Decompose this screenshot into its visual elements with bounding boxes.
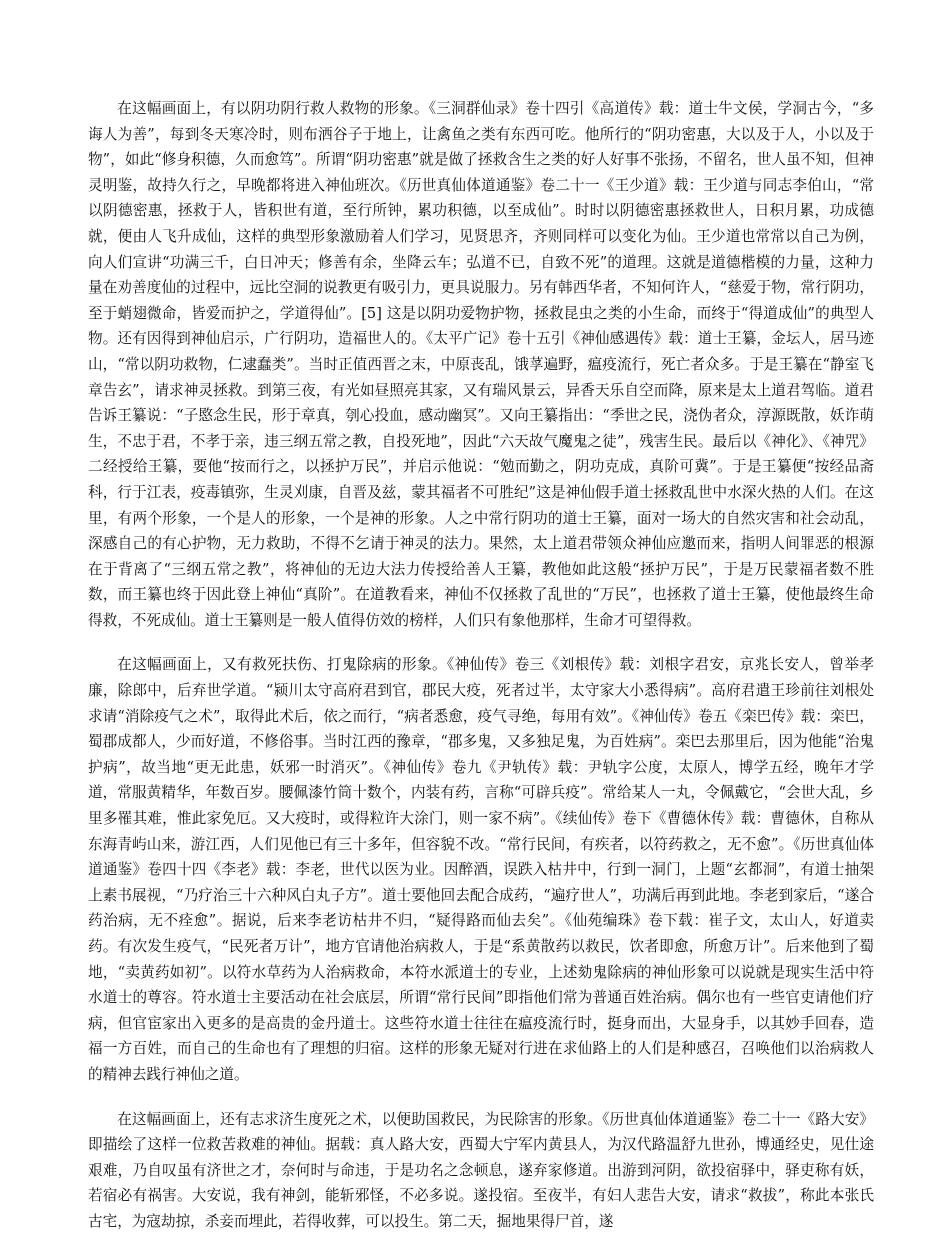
paragraph-2: 在这幅画面上，又有救死扶伤、打鬼除病的形象。《神仙传》卷三《刘根传》载：刘根字君安，京兆长安人，曾举孝廉，除郎中，后弃世学道。“颍川太守高府君到官，郡民大疫，死者过半，太守家大小悉得病”。高府君遣王珍前往刘根处求请“消除疫气之术”，取得此术后，依之而行，“病者悉愈，疫气寻绝，每用有效”。《神仙传》卷五《栾巴传》载：栾巴，蜀郡成都人，少而好道，不修俗事。当时江西的豫章，“郡多鬼，又多独足鬼，为百姓病”。栾巴去那里后，因为他能“治鬼护病”，故当地“更无此患，妖邪一时消灭”。《神仙传》卷九《尹轨传》载：尹轨字公度，太原人，博学五经，晚年才学道，常服黄精华，年数百岁。腰佩漆竹筒十数个，内装有药，言称“可辟兵疫”。常给某人一丸，令佩戴它，“会世大乱，乡里多罹其难，惟此家免厄。又大疫时，或得粒许大涂门，则一家不病”。《续仙传》卷下《曹德休传》载：曹德休，自称从东海青屿山来，游江西，人们见他已有三十多年，但容貌不改。“常行民间，有疾者，以符药救之，无不愈”。《历世真仙体道通鉴》卷四十四《李老》载：李老，世代以医为业。因醉酒，误跌入枯井中，行到一洞门，上题“玄都洞”，有道士抽架上素书展视，“乃疗治三十六种风白丸子方”。道士要他回去配合成药，“遍疗世人”，功满后再到此地。李老到家后，“遂合药治病，无不痊愈”。据说，后来李老访枯井不归，“疑得路而仙去矣”。《仙苑编珠》卷下载：崔子文，太山人，好道卖药。有次发生疫气，“民死者万计”，地方官请他治病救人，于是“系黄散药以救民，饮者即愈，所愈万计”。后来他到了蜀地，“卖黄药如初”。以符水草药为人治病救命，本符水派道士的专业，上述劾鬼除病的神仙形象可以说就是现实生活中符水道士的尊容。符水道士主要活动在社会底层，所谓“常行民间”即指他们常为普通百姓治病。偶尔也有一些官吏请他们疗病，但官宦家出入更多的是高贵的金丹道士。这些符水道士往往在瘟疫流行时，挺身而出，大显身手，以其妙手回春，造福一方百姓，而自己的生命也有了理想的归宿。这样的形象无疑对行进在求仙路上的人们是种感召，召唤他们以治病救人的精神去践行神仙之道。 [88,656,874,1083]
paragraph-3: 在这幅画面上，还有志求济生度死之术，以便助国救民，为民除害的形象。《历世真仙体道通鉴》卷二十一《路大安》即描绘了这样一位救苦救难的神仙。据载：真人路大安，西蜀大宁军内黄县人，为汉代路温舒九世孙，博通经史，见仕途艰难，乃自叹虽有济世之才，奈何时与命违，于是功名之念顿息，遂弃家修道。出游到河阴，欲投宿驿中，驿吏称有妖，若宿必有祸害。大安说，我有神剑，能斩邪怪，不必多说。遂投宿。至夜半，有妇人悲告大安，请求“救拔”，称此本张氏古宅，为寇劫掠，杀妾而埋此，若得收葬，可以投生。第二天，掘地果得尸首，遂 [88,1110,874,1230]
document-page [88,96,874,1254]
paragraph-1: 在这幅画面上，有以阴功阴行救人救物的形象。《三洞群仙录》卷十四引《高道传》载：道士牛文侯，学洞古今，“多诲人为善”，每到冬天寒冷时，则布洒谷子于地上，让禽鱼之类有东西可吃。他所行的“阴功密惠，大以及于人，小以及于物”，如此“修身积德，久而愈笃”。所谓“阴功密惠”就是做了拯救含生之类的好人好事不张扬，不留名，世人虽不知，但神灵明鉴，故持久行之，早晚都将进入神仙班次。《历世真仙体道通鉴》卷二十一《王少道》载：王少道与同志李伯山，“常以阴德密惠，拯救于人，皆积世有道，至行所钟，累功积德，以至成仙”。时时以阴德密惠拯救世人，日积月累，功成德就，便由人飞升成仙，这样的典型形象激励着人们学习，见贤思齐，齐则同样可以变化为仙。王少道也常常以自己为例，向人们宣讲“功满三千，白日冲天；修善有余，坐降云车；弘道不已，自致不死”的道理。这就是道德楷模的力量，这种力量在劝善度仙的过程中，远比空洞的说教更有吸引力，更具说服力。另有韩西华者，不知何许人，“慈爱于物，常行阴功，至于蛸翅微命，皆爱而护之，学道得仙”。[5] 这是以阴功爱物护物，拯救昆虫之类的小生命，而终于“得道成仙”的典型人物。还有因得到神仙启示，广行阴功，造福世人的。《太平广记》卷十五引《神仙感遇传》载：道士王纂，金坛人，居马迹山，“常以阴功救物，仁逮蠢类”。当时正值西晋之末，中原丧乱，饿莩遍野，瘟疫流行，死亡者众多。于是王纂在“静室飞章告玄”，请求神灵拯救。到第三夜，有光如昼照亮其家，又有瑞风景云，异香天乐自空而降，原来是太上道君驾临。道君告诉王纂说：“子愍念生民，形于章真，刳心投血，感动幽冥”。又向王纂指出：“季世之民，浇伪者众，淳源既散，妖诈萌生，不忠于君，不孝于亲，违三纲五常之教，自投死地”，因此“六天故气魔鬼之徒”，残害生民。最后以《神化》、《神咒》二经授给王纂，要他“按而行之，以拯护万民”，并启示他说：“勉而勤之，阴功克成，真阶可冀”。于是王纂便“按经品斋科，行于江表，疫毒镇弥，生灵刈康，自晋及兹，蒙其福者不可胜纪”这是神仙假手道士拯救乱世中水深火热的人们。在这里，有两个形象，一个是人的形象，一个是神的形象。人之中常行阴功的道士王纂，面对一场大的自然灾害和社会动乱，深感自己的有心护物，无力救助，不得不乞请于神灵的法力。果然，太上道君带领众神仙应邀而来，指明人间罪恶的根源在于背离了“三纲五常之教”，将神仙的无边大法力传授给善人王纂，教他如此这般“拯护万民”，于是万民蒙福者数不胜数，而王纂也终于因此登上神仙“真阶”。在道教看来，神仙不仅拯救了乱世的“万民”，也拯救了道士王纂，使他最终生命得救，不死成仙。道士王纂则是一般人值得仿效的榜样，人们只有象他那样，生命才可望得救。 [88,100,874,629]
